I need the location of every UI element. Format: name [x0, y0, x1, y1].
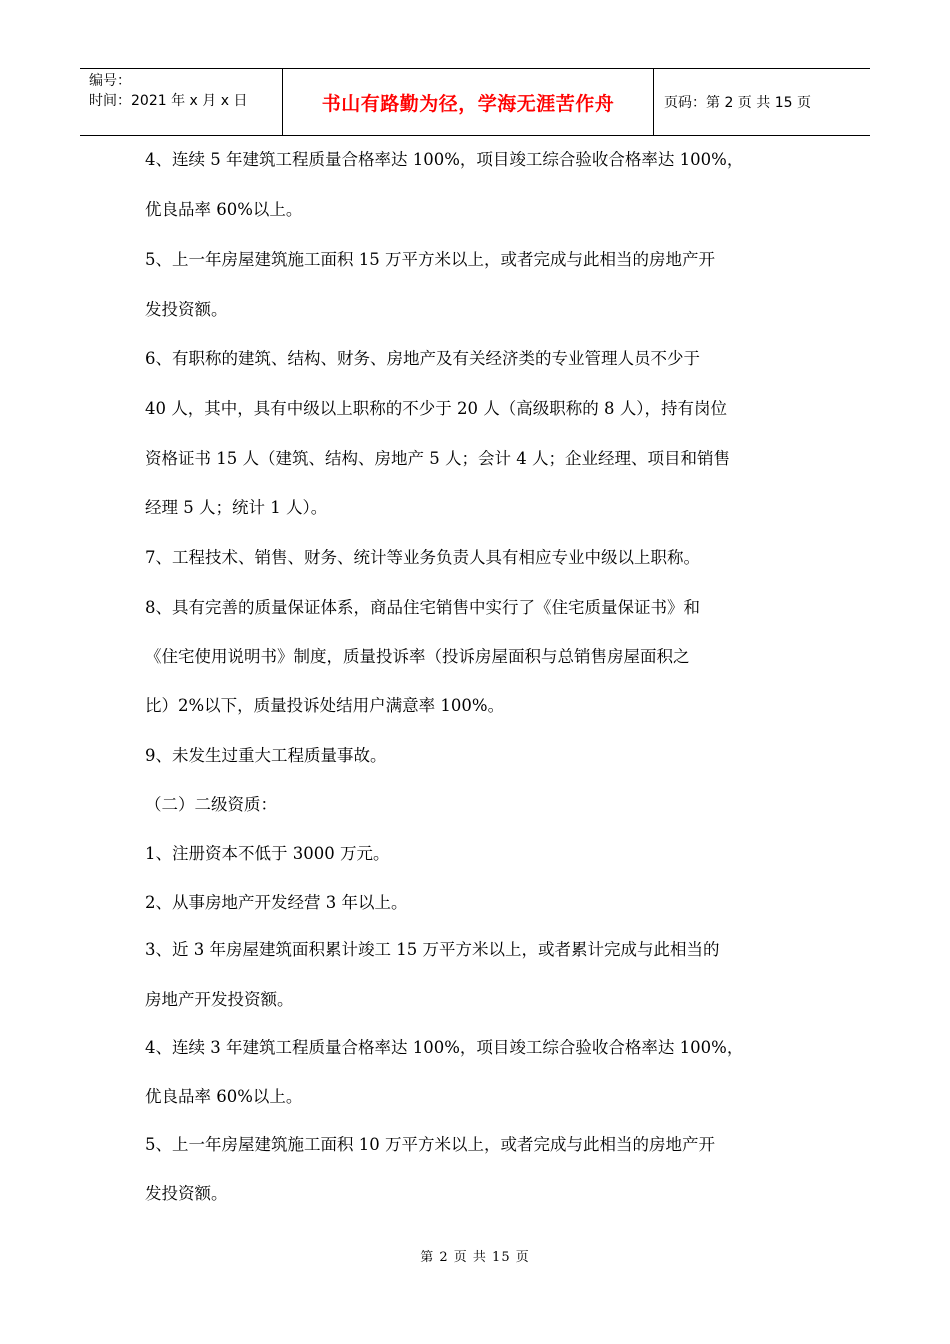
body-line: 40 人，其中，具有中级以上职称的不少于 20 人（高级职称的 8 人），持有岗位	[145, 399, 727, 418]
body-line: 发投资额。	[145, 1184, 228, 1203]
body-line: 6、有职称的建筑、结构、财务、房地产及有关经济类的专业管理人员不少于	[145, 349, 700, 368]
body-line: 8、具有完善的质量保证体系，商品住宅销售中实行了《住宅质量保证书》和	[145, 598, 700, 617]
body-line: 经理 5 人；统计 1 人）。	[145, 498, 328, 517]
page-footer: 第 2 页 共 15 页	[420, 1250, 530, 1265]
body-line: 比）2%以下，质量投诉处结用户满意率 100%。	[145, 696, 505, 715]
body-line: （二）二级资质：	[145, 795, 277, 814]
page-header	[80, 68, 870, 136]
body-line: 5、上一年房屋建筑施工面积 10 万平方米以上，或者完成与此相当的房地产开	[145, 1135, 715, 1154]
header-motto-cell	[282, 69, 654, 135]
body-line: 《住宅使用说明书》制度，质量投诉率（投诉房屋面积与总销售房屋面积之	[145, 647, 690, 666]
body-line: 发投资额。	[145, 300, 228, 319]
header-motto: 书山有路勤为径，学海无涯苦作舟	[321, 92, 615, 115]
document-number-label: 编号：	[89, 73, 131, 89]
body-line: 优良品率 60%以上。	[145, 1087, 303, 1106]
body-line: 房地产开发投资额。	[145, 990, 294, 1009]
body-line: 资格证书 15 人（建筑、结构、房地产 5 人；会计 4 人；企业经理、项目和销售	[145, 449, 730, 468]
document-date: 时间：2021 年 x 月 x 日	[89, 93, 248, 109]
body-line: 1、注册资本不低于 3000 万元。	[145, 844, 390, 863]
body-line: 7、工程技术、销售、财务、统计等业务负责人具有相应专业中级以上职称。	[145, 548, 700, 567]
header-meta	[80, 69, 282, 135]
body-line: 3、近 3 年房屋建筑面积累计竣工 15 万平方米以上，或者累计完成与此相当的	[145, 940, 720, 959]
body-line: 4、连续 3 年建筑工程质量合格率达 100%，项目竣工综合验收合格率达 100%，	[145, 1038, 744, 1057]
body-line: 9、未发生过重大工程质量事故。	[145, 746, 387, 765]
body-line: 2、从事房地产开发经营 3 年以上。	[145, 893, 408, 912]
body-line: 5、上一年房屋建筑施工面积 15 万平方米以上，或者完成与此相当的房地产开	[145, 250, 715, 269]
header-page-info: 页码：第 2 页 共 15 页	[664, 95, 811, 111]
body-line: 优良品率 60%以上。	[145, 200, 303, 219]
header-page-info-cell	[654, 69, 870, 135]
body-line: 4、连续 5 年建筑工程质量合格率达 100%，项目竣工综合验收合格率达 100%，	[145, 150, 744, 169]
